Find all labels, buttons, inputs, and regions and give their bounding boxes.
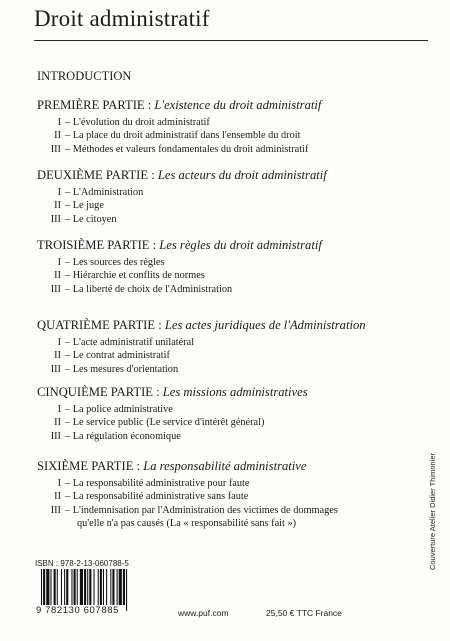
part-label: TROISIÈME PARTIE : [37, 238, 160, 252]
list-item [37, 186, 327, 199]
part-section [37, 318, 366, 376]
list-item [37, 504, 338, 531]
part-subtitle: Les acteurs du droit administratif [157, 168, 327, 182]
list-item [37, 129, 321, 142]
part-label: SIXIÈME PARTIE : [37, 459, 144, 473]
part-subtitle: Les actes juridiques de l'Administration [164, 318, 366, 332]
part-label: QUATRIÈME PARTIE : [37, 318, 165, 332]
item-text: – L'acte administratif unilatéral [65, 337, 195, 348]
item-text: – La police administrative [65, 404, 173, 415]
item-text: – La responsabilité administrative pour faute [65, 478, 250, 489]
item-number: II [54, 491, 61, 503]
part-section [37, 98, 321, 156]
item-number: I [57, 478, 61, 489]
cover-credit: Couverture Atelier Didier Thimonier [428, 453, 437, 570]
item-text: – L'Administration [65, 187, 144, 198]
part-subtitle: Les missions administratives [162, 385, 308, 399]
list-item [37, 403, 308, 416]
part-subtitle: Les règles du droit administratif [159, 238, 322, 252]
part-heading [37, 459, 306, 474]
list-item [37, 283, 322, 296]
list-item [37, 430, 308, 443]
item-number: I [57, 117, 61, 128]
item-text: – L'indemnisation par l'Administration des victimes de dommages [65, 504, 338, 516]
page-title: Droit administratif [34, 6, 210, 31]
item-text-continued: qu'elle n'a pas causés (La « responsabilité sans fait ») [77, 518, 297, 530]
part-section [37, 168, 327, 226]
item-text: – La responsabilité administrative sans faute [65, 491, 249, 503]
part-label: PREMIÈRE PARTIE : [37, 98, 155, 112]
item-text: – L'évolution du droit administratif [65, 117, 210, 128]
part-section [37, 238, 322, 296]
item-number: III [50, 363, 61, 375]
item-text: – Le service public (Le service d'intérêt général) [65, 417, 265, 429]
part-heading [37, 238, 322, 253]
item-number: III [50, 143, 61, 155]
item-text: – Le juge [65, 200, 104, 212]
item-number: II [54, 130, 61, 142]
item-number: II [54, 200, 61, 212]
introduction-heading: INTRODUCTION [37, 69, 132, 83]
part-label: DEUXIÈME PARTIE : [37, 168, 158, 182]
item-text: – Hiérarchie et conflits de normes [65, 270, 205, 282]
item-text: – La place du droit administratif dans l'ensemble du droit [65, 130, 301, 142]
barcode-digits: 9 782130 607885 [36, 605, 119, 616]
item-text: – Méthodes et valeurs fondamentales du droit administratif [65, 143, 309, 155]
list-item [37, 256, 322, 269]
item-number: III [50, 504, 61, 516]
item-text: – Le citoyen [65, 213, 117, 225]
item-number: I [57, 337, 61, 348]
price-label: 25,50 € TTC France [266, 608, 342, 618]
list-item [37, 199, 327, 212]
part-heading [37, 318, 366, 333]
part-subtitle: L'existence du droit administratif [154, 98, 322, 112]
item-text: – Le contrat administratif [65, 350, 170, 362]
list-item [37, 116, 321, 129]
item-number: III [50, 213, 61, 225]
title-divider [34, 40, 428, 41]
item-text: – La liberté de choix de l'Administration [65, 283, 233, 295]
part-heading [37, 168, 327, 183]
list-item [37, 477, 306, 490]
list-item [37, 416, 308, 429]
publisher-website: www.puf.com [178, 608, 229, 618]
list-item [37, 213, 327, 226]
part-section [37, 459, 338, 531]
list-item [37, 143, 321, 156]
item-number: I [57, 187, 61, 198]
list-item [37, 336, 366, 349]
item-number: I [57, 404, 61, 415]
item-number: II [54, 417, 61, 429]
item-number: I [57, 257, 61, 268]
part-label: CINQUIÈME PARTIE : [37, 385, 163, 399]
item-number: II [54, 350, 61, 362]
item-number: II [54, 270, 61, 282]
part-section [37, 385, 308, 443]
item-text: – La régulation économique [65, 430, 181, 442]
item-text: – Les sources des règles [65, 257, 165, 268]
item-text: – Les mesures d'orientation [65, 363, 179, 375]
list-item [37, 363, 366, 376]
part-heading [37, 385, 308, 400]
list-item [37, 269, 322, 282]
item-number: III [50, 283, 61, 295]
isbn-label: ISBN : 978-2-13-060788-5 [35, 559, 129, 568]
part-heading [37, 98, 321, 113]
list-item [37, 349, 366, 362]
list-item [37, 490, 306, 503]
part-subtitle: La responsabilité administrative [143, 459, 307, 473]
item-number: III [50, 430, 61, 442]
